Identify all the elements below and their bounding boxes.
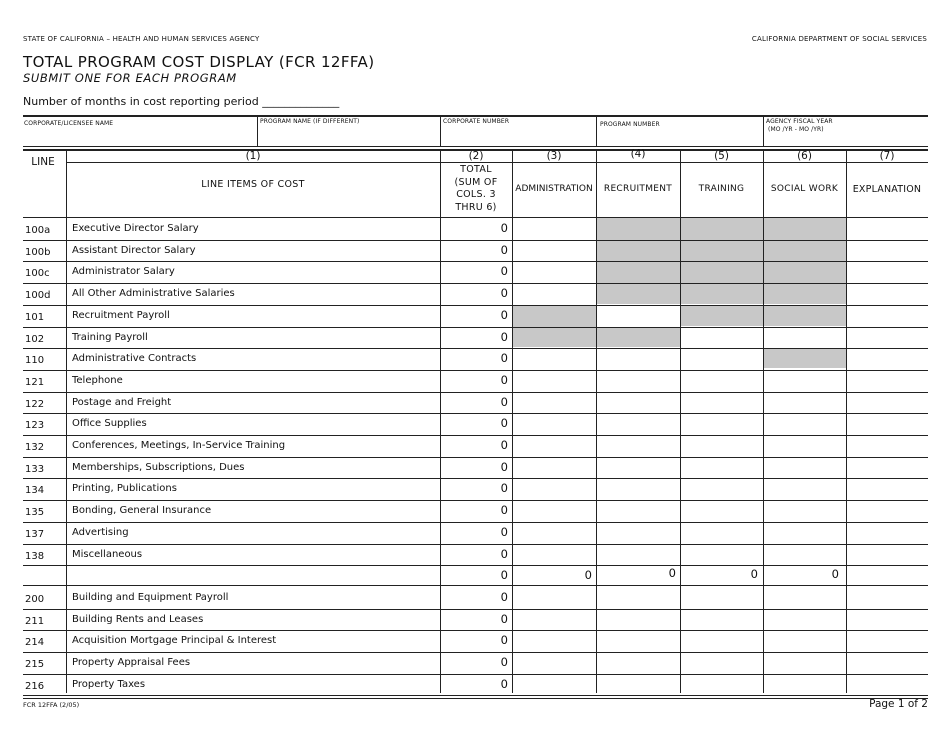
table-row bbox=[0, 261, 950, 283]
total-header-line: (SUM OF bbox=[454, 176, 498, 188]
training-header: TRAINING bbox=[698, 184, 745, 194]
table-row bbox=[0, 348, 950, 370]
total-value[interactable]: 0 bbox=[500, 264, 508, 279]
line-item: Recruitment Payroll bbox=[72, 309, 170, 321]
line-code: 215 bbox=[25, 659, 45, 670]
subtotal-training: 0 bbox=[750, 567, 758, 581]
subtotal-total: 0 bbox=[500, 568, 508, 582]
line-item: Office Supplies bbox=[72, 418, 147, 430]
col-num-1: (1) bbox=[245, 150, 261, 162]
table-row bbox=[0, 674, 950, 696]
line-code: 121 bbox=[25, 376, 45, 388]
table-row bbox=[0, 609, 950, 631]
col-num-4: (4) bbox=[630, 148, 646, 160]
row-rule bbox=[23, 585, 928, 586]
table-row bbox=[0, 327, 950, 349]
total-value[interactable]: 0 bbox=[500, 372, 508, 387]
col-num-7: (7) bbox=[879, 150, 895, 162]
line-item: Property Appraisal Fees bbox=[72, 657, 191, 668]
line-code: 100c bbox=[25, 268, 50, 280]
table-row bbox=[0, 457, 950, 479]
line-item: Advertising bbox=[72, 526, 129, 538]
total-value[interactable]: 0 bbox=[500, 546, 508, 561]
table-row bbox=[0, 435, 950, 457]
total-header bbox=[440, 164, 512, 214]
table-row bbox=[0, 478, 950, 500]
info-divider bbox=[257, 117, 258, 146]
line-items-header: LINE ITEMS OF COST bbox=[201, 179, 305, 190]
total-value[interactable]: 0 bbox=[500, 459, 508, 474]
line-code: 135 bbox=[25, 507, 45, 519]
table-row bbox=[0, 522, 950, 544]
line-code: 122 bbox=[25, 398, 45, 410]
line-item: Building and Equipment Payroll bbox=[72, 591, 229, 603]
col-num-5: (5) bbox=[714, 150, 729, 162]
total-header-line: TOTAL bbox=[460, 164, 492, 175]
total-value[interactable]: 0 bbox=[500, 655, 508, 669]
total-value[interactable]: 0 bbox=[500, 589, 508, 604]
line-item: Conferences, Meetings, In-Service Training bbox=[72, 440, 286, 451]
col-num-6: (6) bbox=[797, 150, 812, 162]
fiscal-year-label: AGENCY FISCAL YEAR bbox=[766, 118, 833, 125]
info-divider bbox=[596, 117, 597, 146]
form-subtitle: SUBMIT ONE FOR EACH PROGRAM bbox=[23, 71, 237, 85]
line-code: 110 bbox=[25, 355, 45, 367]
line-code: 134 bbox=[25, 485, 45, 497]
total-value[interactable]: 0 bbox=[500, 524, 508, 539]
total-value[interactable]: 0 bbox=[500, 676, 508, 691]
total-value[interactable]: 0 bbox=[500, 351, 508, 366]
table-row bbox=[0, 240, 950, 262]
total-value[interactable]: 0 bbox=[500, 221, 508, 235]
social-work-header: SOCIAL WORK bbox=[770, 184, 839, 194]
line-item: Training Payroll bbox=[72, 331, 148, 343]
program-number-field[interactable]: PROGRAM NUMBER bbox=[600, 121, 660, 128]
line-code: 101 bbox=[25, 311, 45, 323]
page-number: Page 1 of 2 bbox=[869, 698, 928, 710]
line-code: 132 bbox=[25, 442, 45, 453]
agency-left: STATE OF CALIFORNIA – HEALTH AND HUMAN SERVICES AGENCY bbox=[23, 35, 260, 43]
total-header-line: THRU 6) bbox=[455, 201, 497, 213]
table-row bbox=[0, 652, 950, 674]
explanation-header: EXPLANATION bbox=[852, 184, 922, 195]
line-code: 133 bbox=[25, 463, 45, 475]
line-code: 100d bbox=[25, 290, 51, 302]
table-row bbox=[0, 392, 950, 414]
form-id: FCR 12FFA (2/05) bbox=[23, 701, 80, 709]
total-value[interactable]: 0 bbox=[500, 394, 508, 409]
line-code: 137 bbox=[25, 528, 45, 540]
line-code: 100b bbox=[25, 246, 51, 258]
line-code: 200 bbox=[25, 593, 45, 605]
table-row bbox=[0, 283, 950, 305]
table-row bbox=[0, 413, 950, 435]
months-field[interactable]: Number of months in cost reporting period ______________ bbox=[23, 95, 340, 108]
total-value[interactable]: 0 bbox=[500, 307, 508, 322]
line-item: Executive Director Salary bbox=[72, 223, 199, 234]
line-item: Assistant Director Salary bbox=[72, 244, 196, 256]
row-rule bbox=[23, 698, 928, 699]
line-item: Administrator Salary bbox=[72, 266, 175, 278]
total-value[interactable]: 0 bbox=[500, 438, 508, 452]
line-item: Property Taxes bbox=[72, 678, 146, 690]
fiscal-year-format: (MO /YR - MO /YR) bbox=[768, 126, 824, 133]
total-header-line: COLS. 3 bbox=[456, 189, 496, 200]
line-item: Acquisition Mortgage Principal & Interest bbox=[72, 635, 277, 647]
table-row bbox=[0, 630, 950, 652]
program-name-field[interactable]: PROGRAM NAME (IF DIFFERENT) bbox=[260, 118, 360, 125]
total-value[interactable]: 0 bbox=[500, 611, 508, 626]
line-item: Telephone bbox=[72, 374, 123, 386]
total-value[interactable]: 0 bbox=[500, 329, 508, 344]
line-code: 138 bbox=[25, 550, 45, 562]
line-code: 123 bbox=[25, 420, 45, 432]
administration-header: ADMINISTRATION bbox=[515, 184, 593, 194]
line-code: 216 bbox=[25, 680, 45, 692]
line-item: All Other Administrative Salaries bbox=[72, 288, 235, 300]
line-code: 102 bbox=[25, 333, 45, 345]
table-row bbox=[0, 500, 950, 522]
total-value[interactable]: 0 bbox=[500, 503, 508, 518]
table-row bbox=[0, 544, 950, 566]
line-item: Printing, Publications bbox=[72, 483, 177, 495]
line-item: Building Rents and Leases bbox=[72, 613, 204, 625]
table-row bbox=[0, 587, 950, 609]
corporate-number-field[interactable]: CORPORATE NUMBER bbox=[443, 118, 510, 125]
line-item: Memberships, Subscriptions, Dues bbox=[72, 461, 245, 473]
colnum-rule bbox=[66, 162, 928, 163]
col-num-3: (3) bbox=[546, 150, 562, 162]
line-item: Postage and Freight bbox=[72, 396, 172, 408]
subtotal-social-work: 0 bbox=[831, 567, 839, 581]
info-divider bbox=[440, 117, 441, 146]
total-value[interactable]: 0 bbox=[500, 416, 508, 431]
total-value[interactable]: 0 bbox=[500, 633, 508, 648]
line-code: 211 bbox=[25, 615, 45, 627]
recruitment-header: RECRUITMENT bbox=[603, 184, 673, 194]
total-value[interactable]: 0 bbox=[500, 286, 508, 301]
line-item: Administrative Contracts bbox=[72, 353, 197, 365]
fiscal-year-field[interactable] bbox=[766, 118, 926, 144]
subtotal-administration: 0 bbox=[584, 568, 592, 582]
table-row bbox=[0, 305, 950, 327]
row-rule bbox=[23, 695, 928, 696]
line-item: Miscellaneous bbox=[72, 548, 143, 560]
total-value[interactable]: 0 bbox=[500, 481, 508, 496]
line-code: 214 bbox=[25, 637, 45, 649]
form-title: TOTAL PROGRAM COST DISPLAY (FCR 12FFA) bbox=[23, 53, 375, 71]
info-top-rule bbox=[23, 115, 928, 117]
subtotal-recruitment: 0 bbox=[668, 566, 676, 580]
table-row bbox=[0, 370, 950, 392]
info-bottom-rule bbox=[23, 146, 928, 147]
line-item: Bonding, General Insurance bbox=[72, 505, 212, 517]
total-value[interactable]: 0 bbox=[500, 242, 508, 257]
info-divider bbox=[763, 117, 764, 146]
licensee-name-field[interactable]: CORPORATE/LICENSEE NAME bbox=[24, 120, 114, 127]
line-header: LINE bbox=[31, 156, 55, 168]
agency-right: CALIFORNIA DEPARTMENT OF SOCIAL SERVICES bbox=[751, 35, 927, 43]
col-num-2: (2) bbox=[468, 150, 484, 162]
table-row bbox=[0, 218, 950, 240]
line-code: 100a bbox=[25, 225, 51, 236]
